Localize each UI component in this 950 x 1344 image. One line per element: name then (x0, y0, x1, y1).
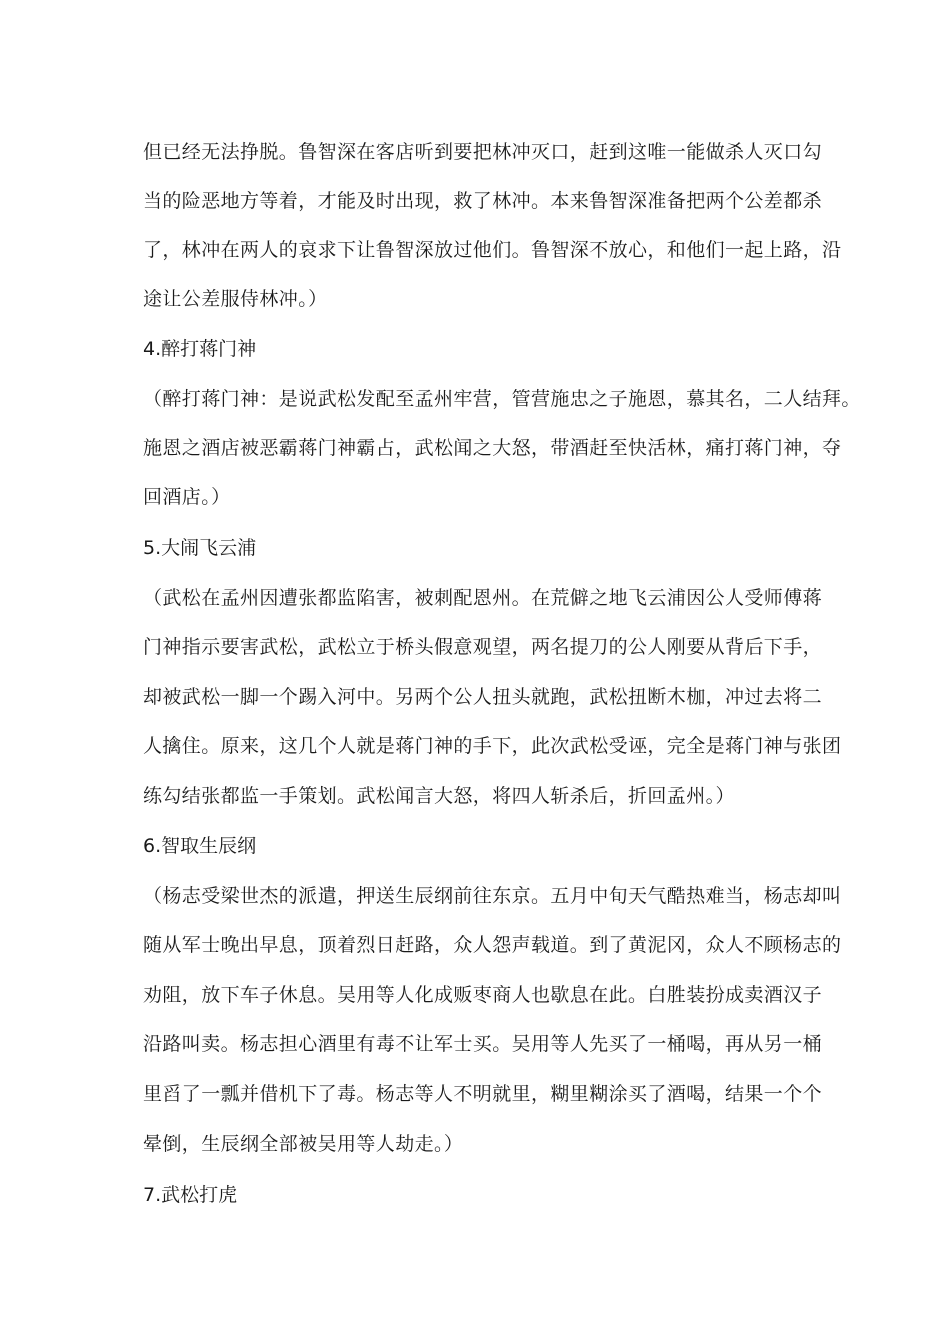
paragraph-line: 随从军士晚出早息，顶着烈日赶路，众人怨声载道。到了黄泥冈，众人不顾杨志的 (143, 934, 842, 956)
paragraph-line: 但已经无法挣脱。鲁智深在客店听到要把林冲灭口，赶到这唯一能做杀人灭口勾 (143, 141, 823, 163)
paragraph-line: 施恩之酒店被恶霸蒋门神霸占，武松闻之大怒，带酒赶至快活林，痛打蒋门神，夺 (143, 437, 842, 459)
section-heading: 5.大闹飞云浦 (143, 537, 257, 559)
paragraph-line: 里舀了一瓢并借机下了毒。杨志等人不明就里，糊里糊涂买了酒喝，结果一个个 (143, 1083, 823, 1105)
paragraph-line: 人擒住。原来，这几个人就是蒋门神的手下，此次武松受诬，完全是蒋门神与张团 (143, 735, 842, 757)
section-heading: 4.醉打蒋门神 (143, 338, 257, 360)
paragraph-line: 劝阻，放下车子休息。吴用等人化成贩枣商人也歇息在此。白胜装扮成卖酒汉子 (143, 984, 823, 1006)
paragraph-line: 却被武松一脚一个踢入河中。另两个公人扭头就跑，武松扭断木枷，冲过去将二 (143, 686, 823, 708)
paragraph-line: 门神指示要害武松，武松立于桥头假意观望，两名提刀的公人刚要从背后下手， (143, 636, 823, 658)
paragraph-line: 晕倒，生辰纲全部被吴用等人劫走。） (143, 1133, 464, 1155)
paragraph-line: （醉打蒋门神：是说武松发配至孟州牢营，管营施忠之子施恩，慕其名，二人结拜。 (143, 388, 861, 410)
paragraph-line: （杨志受梁世杰的派遣，押送生辰纲前往东京。五月中旬天气酷热难当，杨志却叫 (143, 885, 842, 907)
paragraph-line: （武松在孟州因遭张都监陷害，被刺配恩州。在荒僻之地飞云浦因公人受师傅蒋 (143, 587, 823, 609)
section-heading: 7.武松打虎 (143, 1184, 238, 1206)
paragraph-line: 当的险恶地方等着，才能及时出现，救了林冲。本来鲁智深准备把两个公差都杀 (143, 190, 823, 212)
paragraph-line: 练勾结张都监一手策划。武松闻言大怒，将四人斩杀后，折回孟州。） (143, 785, 735, 807)
section-heading: 6.智取生辰纲 (143, 835, 257, 857)
paragraph-line: 回酒店。） (143, 486, 231, 508)
paragraph-line: 沿路叫卖。杨志担心酒里有毒不让军士买。吴用等人先买了一桶喝，再从另一桶 (143, 1033, 823, 1055)
paragraph-line: 途让公差服侍林冲。） (143, 288, 328, 310)
paragraph-line: 了，林冲在两人的哀求下让鲁智深放过他们。鲁智深不放心，和他们一起上路，沿 (143, 239, 842, 261)
